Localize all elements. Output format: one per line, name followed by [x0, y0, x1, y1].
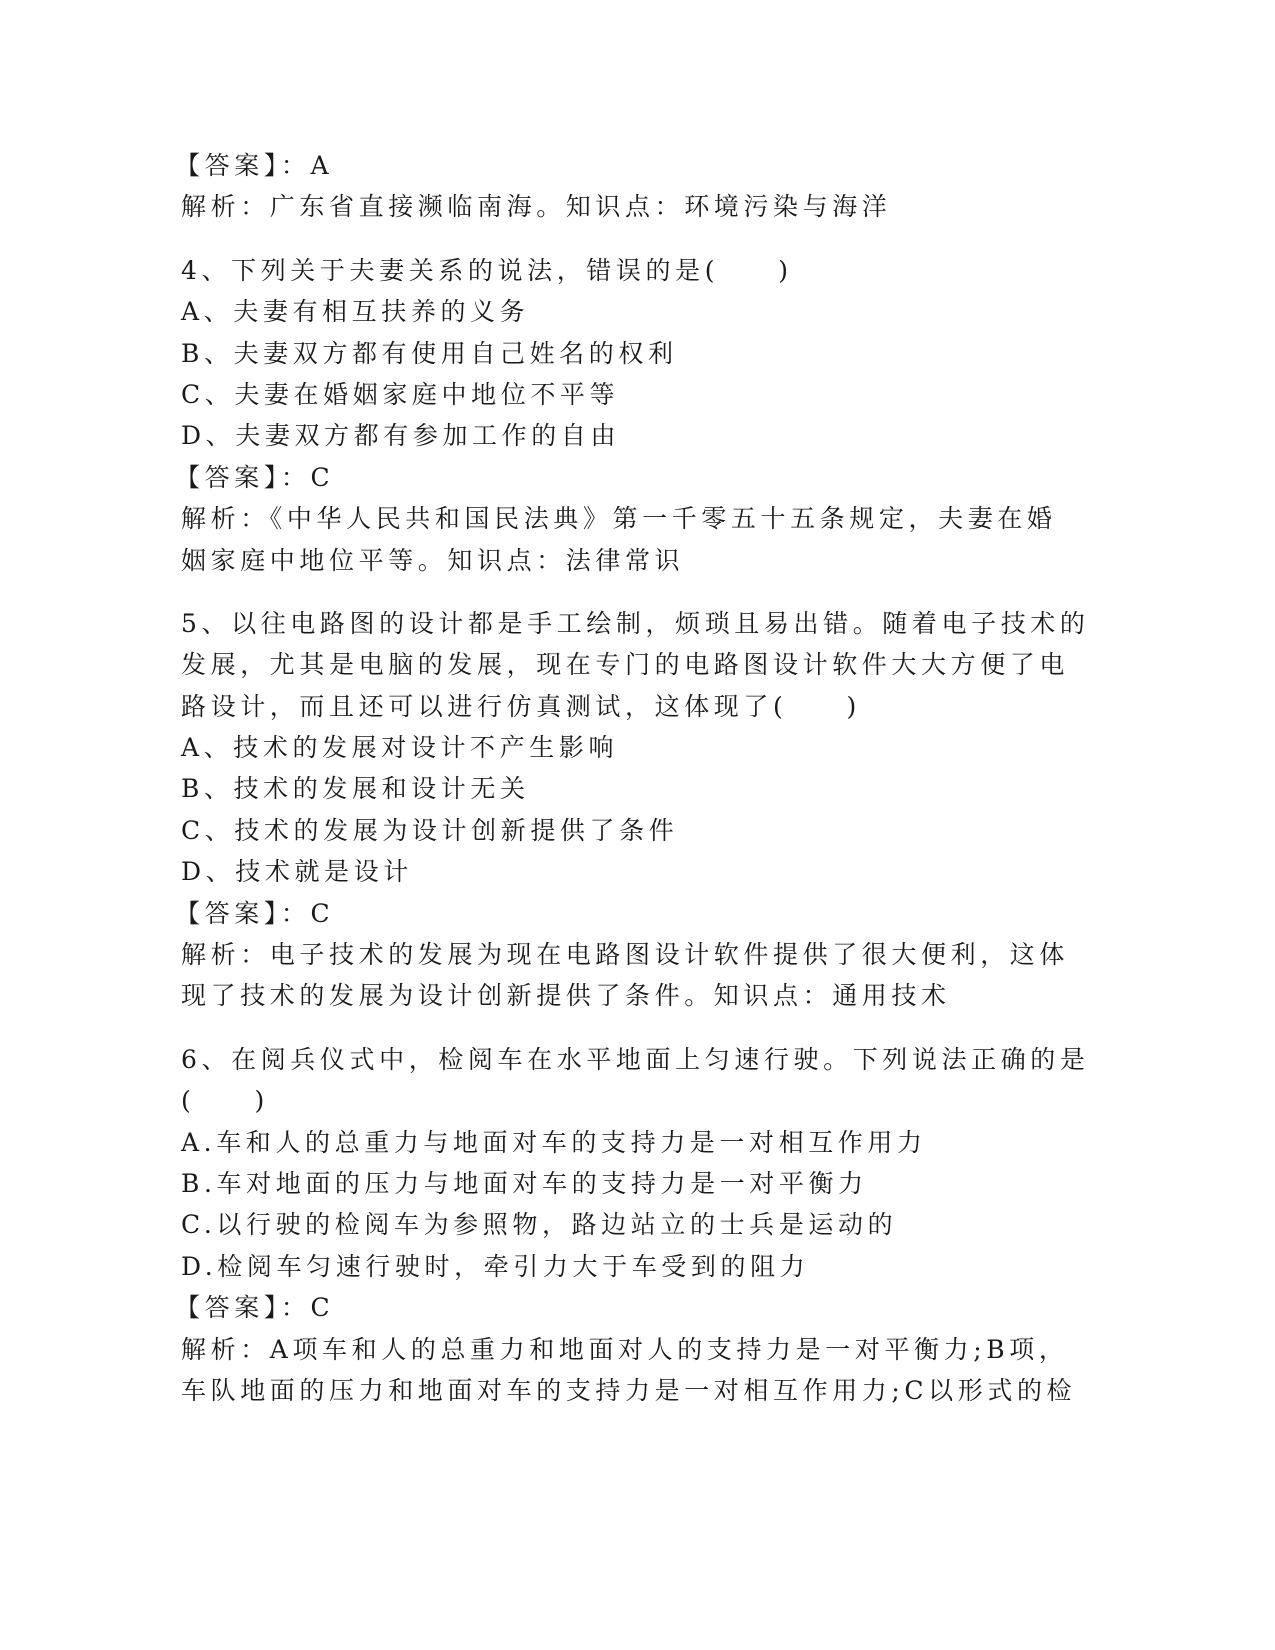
- option-c: C、技术的发展为设计创新提供了条件: [181, 815, 679, 845]
- option-b: B.车对地面的压力与地面对车的支持力是一对平衡力: [181, 1168, 868, 1198]
- option-c: C、夫妻在婚姻家庭中地位不平等: [181, 379, 620, 409]
- option-a: A、技术的发展对设计不产生影响: [181, 733, 619, 763]
- option-b: B、技术的发展和设计无关: [181, 774, 530, 804]
- answer-line: 【答案】：C: [175, 898, 335, 928]
- analysis-line: 解析：《中华人民共和国民法典》第一千零五十五条规定，夫妻在婚: [181, 504, 1057, 534]
- question-stem: 5、以往电路图的设计都是手工绘制，烦琐且易出错。随着电子技术的: [181, 608, 1090, 638]
- question-stem: 路设计，而且还可以进行仿真测试，这体现了( ): [181, 691, 861, 721]
- analysis-line: 现了技术的发展为设计创新提供了条件。知识点：通用技术: [181, 981, 951, 1011]
- answer-line: 【答案】：C: [175, 462, 335, 492]
- option-d: D、技术就是设计: [181, 857, 413, 887]
- answer-line: 【答案】：A: [175, 151, 334, 180]
- question-3-tail: [175, 145, 1061, 228]
- analysis-line: 解析：广东省直接濒临南海。知识点：环境污染与海洋: [181, 192, 892, 222]
- option-c: C.以行驶的检阅车为参照物，路边站立的士兵是运动的: [181, 1210, 898, 1240]
- analysis-line: 姻家庭中地位平等。知识点：法律常识: [181, 545, 685, 575]
- question-stem: 发展，尤其是电脑的发展，现在专门的电路图设计软件大大方便了电: [181, 650, 1070, 680]
- option-d: D.检阅车匀速行驶时，牵引力大于车受到的阻力: [181, 1251, 810, 1281]
- answer-line: 【答案】：C: [175, 1293, 335, 1323]
- question-stem: ( ): [181, 1086, 269, 1116]
- option-a: A、夫妻有相互扶养的义务: [181, 297, 530, 327]
- option-a: A.车和人的总重力与地面对车的支持力是一对相互作用力: [181, 1127, 927, 1157]
- question-stem: 4、下列关于夫妻关系的说法，错误的是( ): [181, 255, 793, 285]
- question-stem: 6、在阅兵仪式中，检阅车在水平地面上匀速行驶。下列说法正确的是: [181, 1044, 1090, 1074]
- analysis-line: 解析：A项车和人的总重力和地面对人的支持力是一对平衡力;B项，: [181, 1334, 1069, 1364]
- analysis-line: 车队地面的压力和地面对车的支持力是一对相互作用力;C以形式的检: [181, 1375, 1077, 1405]
- question-6: [175, 1039, 1090, 1412]
- document-page: [175, 145, 1090, 1411]
- question-5: [175, 603, 1090, 1017]
- option-b: B、夫妻双方都有使用自己姓名的权利: [181, 338, 678, 368]
- option-d: D、夫妻双方都有参加工作的自由: [181, 421, 621, 451]
- analysis-line: 解析：电子技术的发展为现在电路图设计软件提供了很大便利，这体: [181, 940, 1070, 970]
- question-4: [175, 250, 1061, 581]
